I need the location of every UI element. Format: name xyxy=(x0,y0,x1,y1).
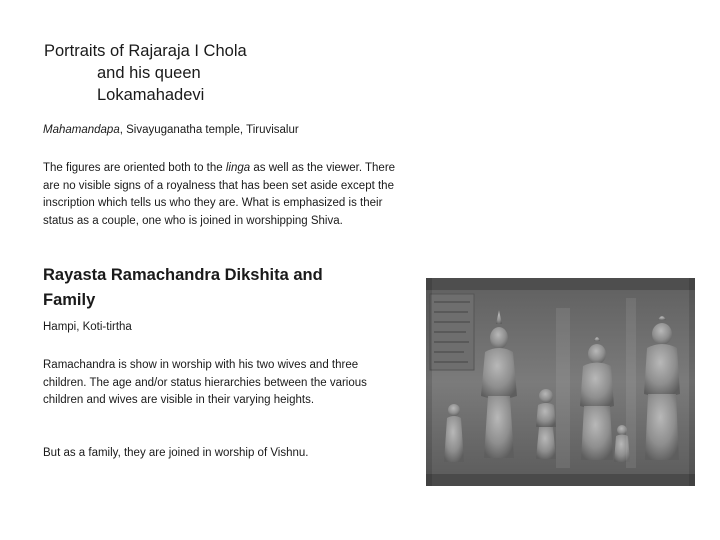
section1-title-line3: Lokamahadevi xyxy=(97,86,205,104)
section2-description-2: But as a family, they are joined in worship of Vishnu. xyxy=(43,447,309,459)
section1-title-line1: Portraits of Rajaraja I Chola xyxy=(44,42,247,60)
section2-description: Ramachandra is show in worship with his two wives and three children. The age and/or status hierarchies between the various children and wives are visible in their varying heights. xyxy=(43,359,367,406)
section2-title: Rayasta Ramachandra Dikshita and Family xyxy=(43,266,323,309)
section1-location-italic: Mahamandapa xyxy=(43,124,120,136)
section1-title xyxy=(44,40,247,106)
section1-desc-part2: as well as the viewer. There are no visible signs of a royalness that has been set aside except the inscription which tells us who they are. What is emphasized is their status as a couple, one who is joined in worshipping Shiva. xyxy=(43,162,396,227)
section2-location: Hampi, Koti-tirtha xyxy=(43,321,132,333)
section1-desc-italic: linga xyxy=(225,162,251,174)
relief-sculpture-photo xyxy=(426,278,695,486)
relief-sculpture-icon xyxy=(426,278,695,486)
section1-description xyxy=(43,160,405,230)
section1-location-rest: , Sivayuganatha temple, Tiruvisalur xyxy=(119,124,299,136)
section1-desc-part1: The figures are oriented both to the xyxy=(43,162,226,174)
section1-location xyxy=(43,122,299,138)
section1-title-line2: and his queen xyxy=(97,64,201,82)
